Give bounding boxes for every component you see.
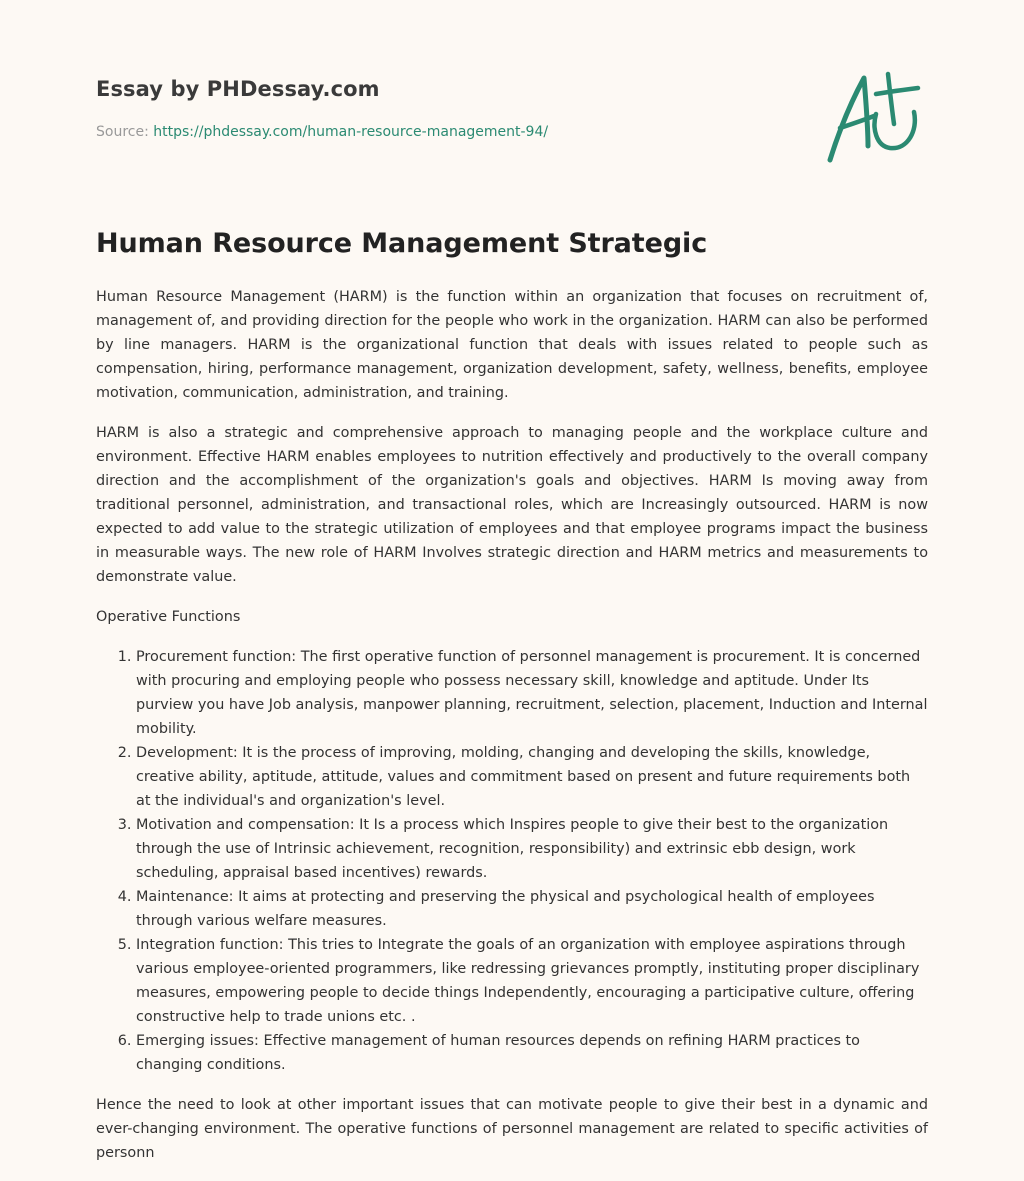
source-link[interactable]: https://phdessay.com/human-resource-management-94/ xyxy=(153,124,549,140)
section-heading: Operative Functions xyxy=(96,609,241,625)
list-item: 2. Development: It is the process of improving, molding, changing and developing the skills, knowledge, creative ability, aptitude, attitude, values and commitment based on present and future requirements both at the individual's and organization's level. xyxy=(136,741,928,813)
list-item: 4. Maintenance: It aims at protecting and preserving the physical and psychological health of employees through various welfare measures. xyxy=(136,885,928,933)
list-item: 3. Motivation and compensation: It Is a process which Inspires people to give their best to the organization through the use of Intrinsic achievement, recognition, responsibility) and extrinsic ebb design, work scheduling, appraisal based incentives) rewards. xyxy=(136,813,928,885)
page-title: Human Resource Management Strategic xyxy=(96,228,708,259)
paragraph: HARM is also a strategic and comprehensive approach to managing people and the workplace culture and environment. Effective HARM enables employees to nutrition effectively and productively to the overall company direction and the accomplishment of the organization's goals and objectives. HARM Is moving away from traditional personnel, administration, and transactional roles, which are Increasingly outsourced. HARM is now expected to add value to the strategic utilization of employees and that employee programs impact the business in measurable ways. The new role of HARM Involves strategic direction and HARM metrics and measurements to demonstrate value. xyxy=(96,425,928,585)
list-item: 1. Procurement function: The first operative function of personnel management is procurement. It is concerned with procuring and employing people who possess necessary skill, knowledge and aptitude. Under Its purview you have Job analysis, manpower planning, recruitment, selection, placement, Induction and Internal mobility. xyxy=(136,645,928,741)
list-item: 6. Emerging issues: Effective management of human resources depends on refining HARM practices to changing conditions. xyxy=(136,1029,928,1077)
a-plus-logo-icon xyxy=(822,66,932,166)
source-line xyxy=(96,124,548,140)
site-brand: Essay by PHDessay.com xyxy=(96,77,380,101)
source-label: Source: xyxy=(96,124,149,140)
operative-functions-list xyxy=(96,645,928,1077)
list-item: 5. Integration function: This tries to Integrate the goals of an organization with employee aspirations through various employee-oriented programmers, like redressing grievances promptly, instituting proper disciplinary measures, empowering people to decide things Independently, encouraging a participative culture, offering constructive help to trade unions etc. . xyxy=(136,933,928,1029)
paragraph: Human Resource Management (HARM) is the function within an organization that focuses on recruitment of, management of, and providing direction for the people who work in the organization. HARM can also be performed by line managers. HARM is the organizational function that deals with issues related to people such as compensation, hiring, performance management, organization development, safety, wellness, benefits, employee motivation, communication, administration, and training. xyxy=(96,289,928,401)
essay-body xyxy=(96,285,928,1181)
closing-paragraph: Hence the need to look at other important issues that can motivate people to give their best in a dynamic and ever-changing environment. The operative functions of personnel management are related to specific activities of personn xyxy=(96,1097,928,1161)
